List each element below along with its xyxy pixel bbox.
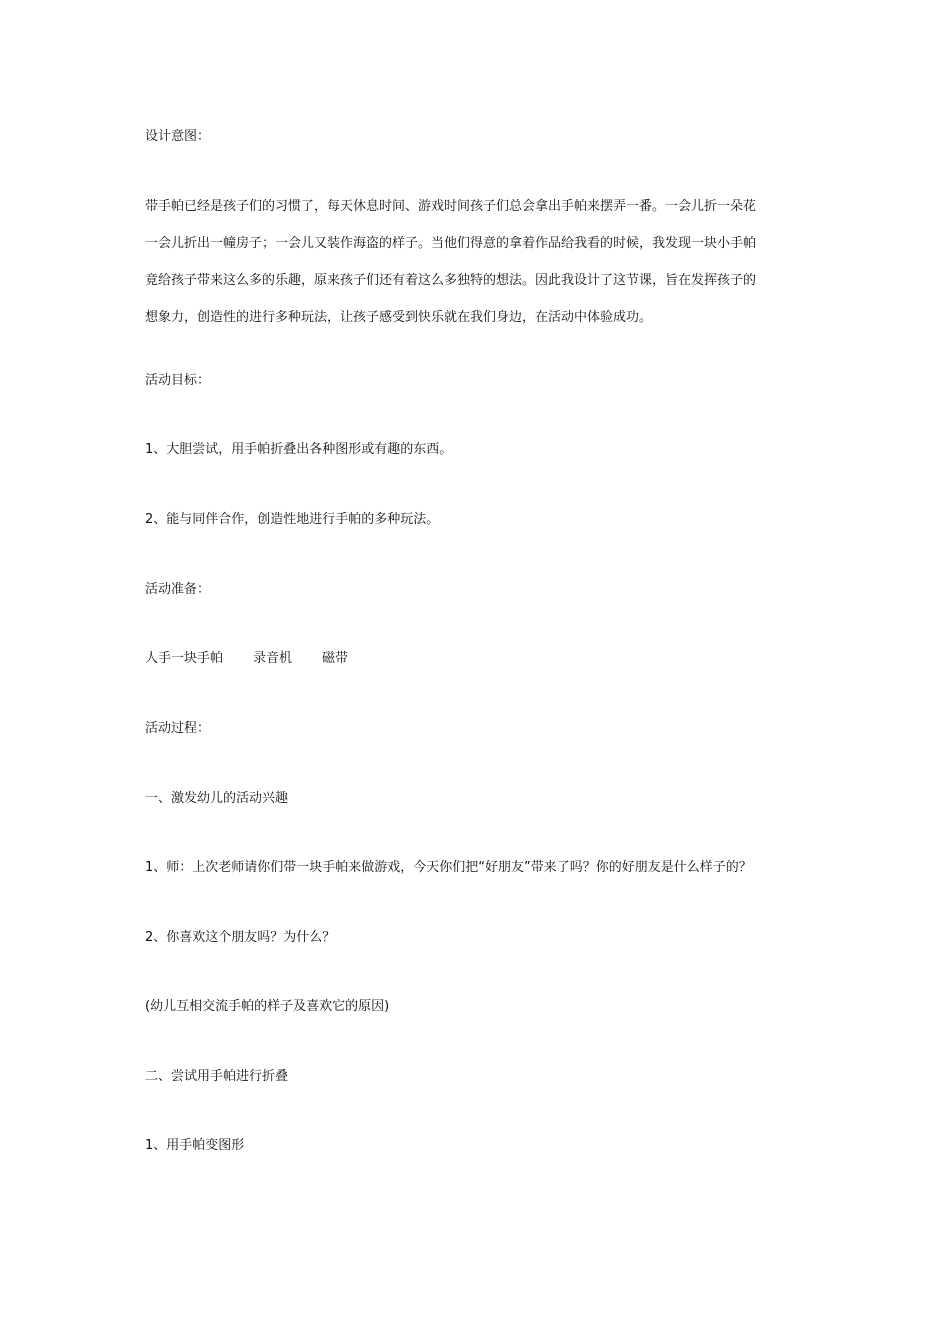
prep-item: 磁带 <box>322 651 349 666</box>
prep-items <box>145 650 348 668</box>
step-1-question-2: 2、你喜欢这个朋友吗？为什么？ <box>145 930 336 945</box>
design-intent-line: 想象力，创造性的进行多种玩法，让孩子感受到快乐就在我们身边，在活动中体验成功。 <box>145 310 653 325</box>
design-intent-heading: 设计意图： <box>145 129 211 144</box>
process-heading: 活动过程： <box>145 721 211 736</box>
step-1-question-1: 1、师：上次老师请你们带一块手帕来做游戏，今天你们把“好朋友”带来了吗？你的好朋友是什么样子的？ <box>145 860 752 875</box>
prep-item: 录音机 <box>253 651 293 666</box>
prep-heading: 活动准备： <box>145 582 211 597</box>
design-intent-paragraph <box>145 198 815 346</box>
step-2-item-1: 1、用手帕变图形 <box>145 1138 245 1153</box>
design-intent-line: 竟给孩子带来这么多的乐趣，原来孩子们还有着这么多独特的想法。因此我设计了这节课，旨在发挥孩子的 <box>145 273 757 288</box>
step-1-heading: 一、激发幼儿的活动兴趣 <box>145 791 289 806</box>
design-intent-line: 一会儿折出一幢房子；一会儿又装作海盗的样子。当他们得意的拿着作品给我看的时候，我发现一块小手帕 <box>145 236 757 251</box>
step-1-note: (幼儿互相交流手帕的样子及喜欢它的原因) <box>145 999 390 1014</box>
goal-item-1: 1、大胆尝试，用手帕折叠出各种图形或有趣的东西。 <box>145 442 453 457</box>
design-intent-line: 带手帕已经是孩子们的习惯了，每天休息时间、游戏时间孩子们总会拿出手帕来摆弄一番。一会儿折一朵花 <box>145 199 757 214</box>
prep-item: 人手一块手帕 <box>145 651 224 666</box>
goals-heading: 活动目标： <box>145 373 211 388</box>
goal-item-2: 2、能与同伴合作，创造性地进行手帕的多种玩法。 <box>145 512 440 527</box>
step-2-heading: 二、尝试用手帕进行折叠 <box>145 1069 289 1084</box>
